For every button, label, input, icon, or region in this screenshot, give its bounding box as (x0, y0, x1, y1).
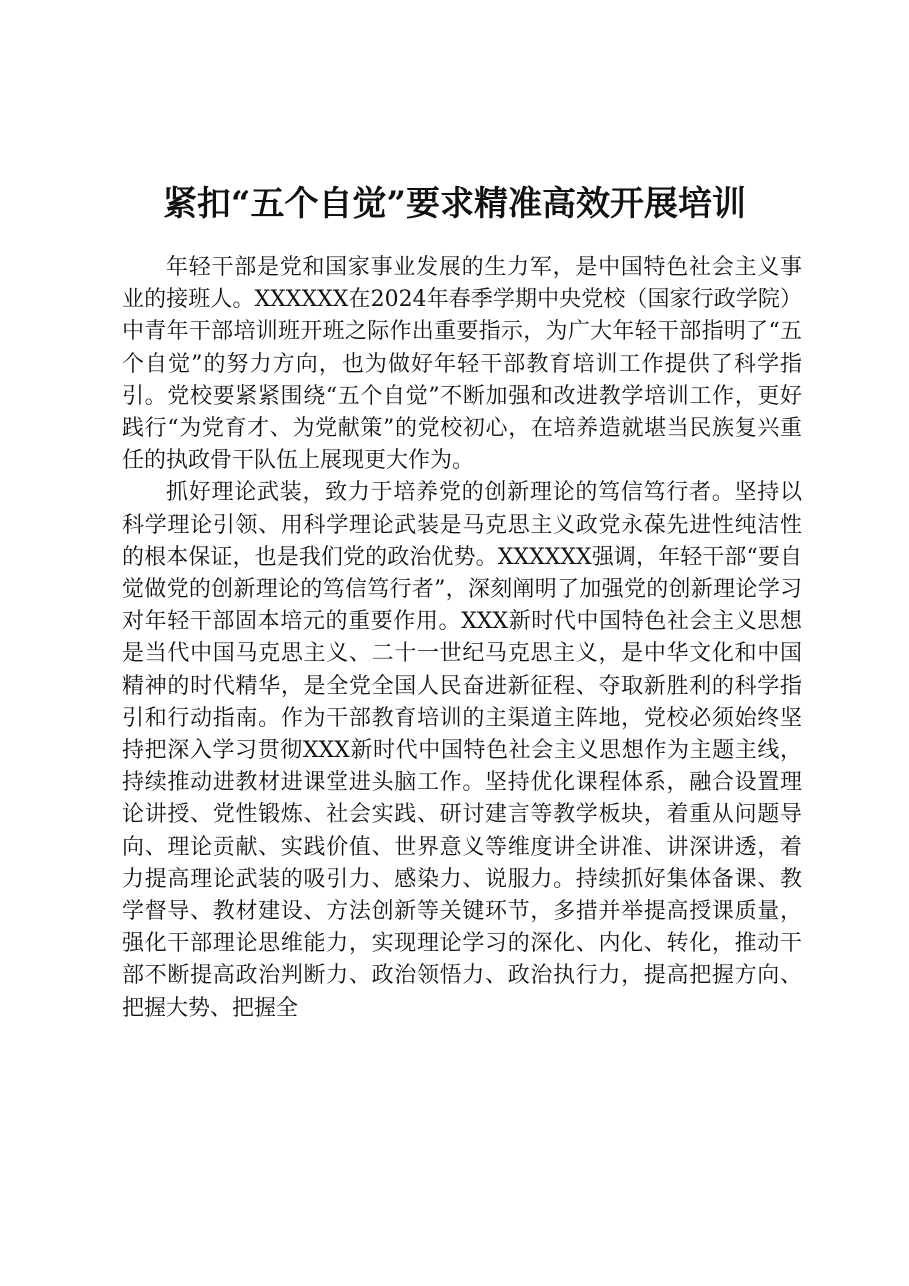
paragraph-theory: 抓好理论武装，致力于培养党的创新理论的笃信笃行者。坚持以科学理论引领、用科学理论武装是马克思主义政党永葆先进性纯洁性的根本保证，也是我们党的政治优势。XXXXXX强调，年轻干部“要自觉做党的创新理论的笃信笃行者”，深刻阐明了加强党的创新理论学习对年轻干部固本培元的重要作用。XXX新时代中国特色社会主义思想是当代中国马克思主义、二十一世纪马克思主义，是中华文化和中国精神的时代精华，是全党全国人民奋进新征程、夺取新胜利的科学指引和行动指南。作为干部教育培训的主渠道主阵地，党校必须始终坚持把深入学习贯彻XXX新时代中国特色社会主义思想作为主题主线，持续推动进教材进课堂进头脑工作。坚持优化课程体系，融合设置理论讲授、党性锻炼、社会实践、研讨建言等教学板块，着重从问题导向、理论贡献、实践价值、世界意义等维度讲全讲准、讲深讲透，着力提高理论武装的吸引力、感染力、说服力。持续抓好集体备课、教学督导、教材建设、方法创新等关键环节，多措并举提高授课质量，强化干部理论思维能力，实现理论学习的深化、内化、转化，推动干部不断提高政治判断力、政治领悟力、政治执行力，提高把握方向、把握大势、把握全 (122, 480, 802, 1021)
paragraph-intro: 年轻干部是党和国家事业发展的生力军，是中国特色社会主义事业的接班人。XXXXXX在2024年春季学期中央党校（国家行政学院）中青年干部培训班开班之际作出重要指示，为广大年轻干部指明了“五个自觉”的努力方向，也为做好年轻干部教育培训工作提供了科学指引。党校要紧紧围绕“五个自觉”不断加强和改进教学培训工作，更好践行“为党育才、为党献策”的党校初心，在培养造就堪当民族复兴重任的执政骨干队伍上展现更大作为。 (122, 255, 802, 474)
document-body (122, 252, 802, 1025)
document-title: 紧扣“五个自觉”要求精准高效开展培训 (162, 183, 747, 224)
